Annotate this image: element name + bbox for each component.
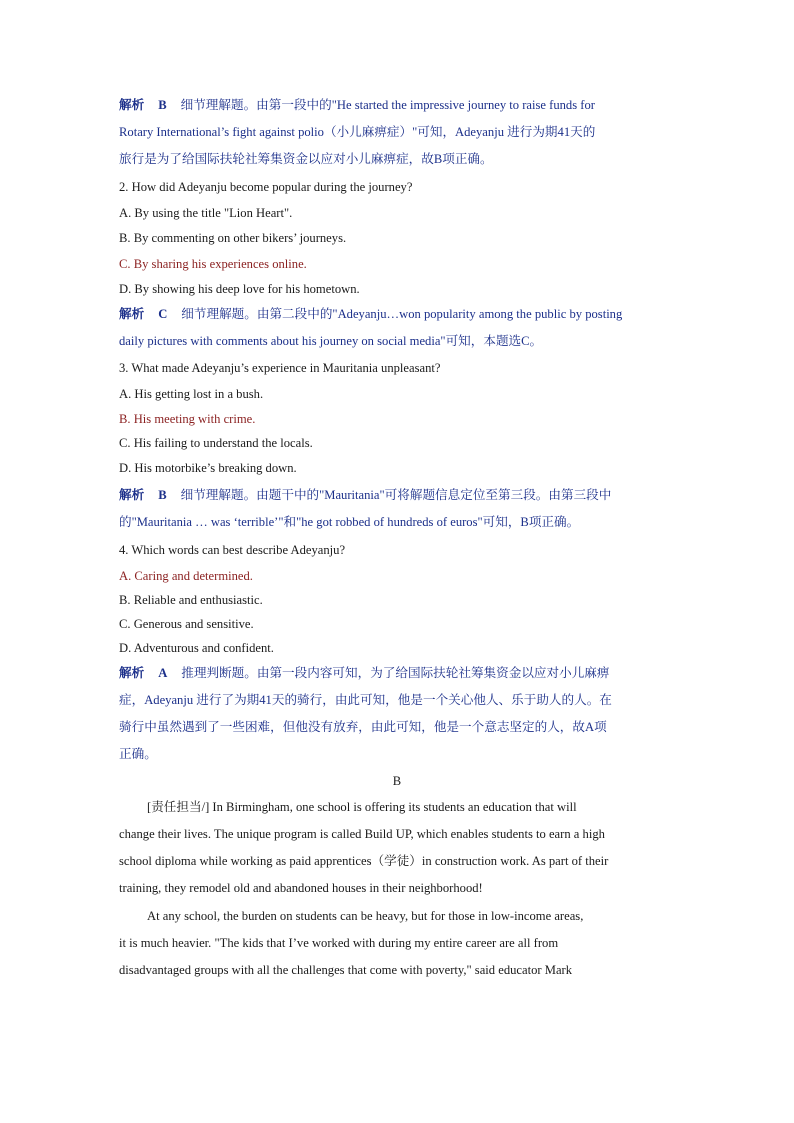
analysis-answer: B [158, 488, 167, 502]
analysis-label: 解析 [119, 666, 145, 680]
analysis-answer: B [158, 98, 167, 112]
passage-line: At any school, the burden on students can be heavy, but for those in low-income areas, [147, 909, 584, 923]
analysis-answer: A [158, 666, 168, 680]
q3-option-d: D. His motorbike’s breaking down. [119, 461, 297, 475]
q4-analysis-line-2: 症，Adeyanju 进行了为期41天的骑行，由此可知，他是一个关心他人、乐于助人的人。在 [119, 693, 612, 707]
q1-analysis-line-1 [119, 97, 679, 113]
analysis-text: 细节理解题。由第二段中的"Adeyanju…won popularity among the public by posting [181, 307, 623, 321]
section-heading: B [392, 774, 402, 788]
q1-analysis-line-3: 旅行是为了给国际扶轮社筹集资金以应对小儿麻痹症，故B项正确。 [119, 152, 493, 166]
analysis-label: 解析 [119, 488, 145, 502]
q3-analysis-line-1 [119, 487, 679, 503]
passage-line: change their lives. The unique program is called Build UP, which enables students to earn a high [119, 827, 605, 841]
q4-option-c: C. Generous and sensitive. [119, 617, 254, 631]
q4-analysis-line-4: 正确。 [119, 747, 157, 761]
analysis-text: 推理判断题。由第一段内容可知，为了给国际扶轮社筹集资金以应对小儿麻痹 [181, 666, 610, 680]
analysis-label: 解析 [119, 307, 145, 321]
q1-analysis-line-2: Rotary International’s fight against polio（小儿麻痹症）"可知，Adeyanju 进行为期41天的 [119, 125, 596, 139]
q2-analysis-line-2: daily pictures with comments about his journey on social media"可知，本题选C。 [119, 334, 543, 348]
q3-analysis-line-2: 的"Mauritania … was ‘terrible’"和"he got robbed of hundreds of euros"可知，B项正确。 [119, 515, 580, 529]
q3-option-b-correct: B. His meeting with crime. [119, 412, 256, 426]
passage-line: training, they remodel old and abandoned houses in their neighborhood! [119, 881, 483, 895]
q2-question: 2. How did Adeyanju become popular during the journey? [119, 180, 413, 194]
passage-line: disadvantaged groups with all the challenges that come with poverty," said educator Mark [119, 963, 573, 977]
q4-option-d: D. Adventurous and confident. [119, 641, 274, 655]
analysis-text: 细节理解题。由题干中的"Mauritania"可将解题信息定位至第三段。由第三段中 [180, 488, 612, 502]
q3-option-c: C. His failing to understand the locals. [119, 436, 313, 450]
q3-question: 3. What made Adeyanju’s experience in Mauritania unpleasant? [119, 361, 441, 375]
analysis-label: 解析 [119, 98, 145, 112]
q2-option-b: B. By commenting on other bikers’ journeys. [119, 231, 347, 245]
analysis-answer: C [158, 307, 168, 321]
q2-option-d: D. By showing his deep love for his hometown. [119, 282, 360, 296]
q3-option-a: A. His getting lost in a bush. [119, 387, 264, 401]
q4-option-a-correct: A. Caring and determined. [119, 569, 253, 583]
passage-line: school diploma while working as paid apprentices（学徒）in construction work. As part of their [119, 854, 609, 868]
q4-question: 4. Which words can best describe Adeyanju? [119, 543, 346, 557]
q2-option-c-correct: C. By sharing his experiences online. [119, 257, 307, 271]
q4-analysis-line-3: 骑行中虽然遇到了一些困难，但他没有放弃，由此可知，他是一个意志坚定的人，故A项 [119, 720, 607, 734]
q4-analysis-line-1 [119, 665, 679, 681]
q2-analysis-line-1 [119, 306, 679, 322]
passage-line: it is much heavier. "The kids that I’ve worked with during my entire career are all from [119, 936, 559, 950]
analysis-text: 细节理解题。由第一段中的"He started the impressive journey to raise funds for [180, 98, 595, 112]
q2-option-a: A. By using the title "Lion Heart". [119, 206, 293, 220]
q4-option-b: B. Reliable and enthusiastic. [119, 593, 263, 607]
passage-line: [责任担当/] In Birmingham, one school is offering its students an education that will [147, 800, 577, 814]
